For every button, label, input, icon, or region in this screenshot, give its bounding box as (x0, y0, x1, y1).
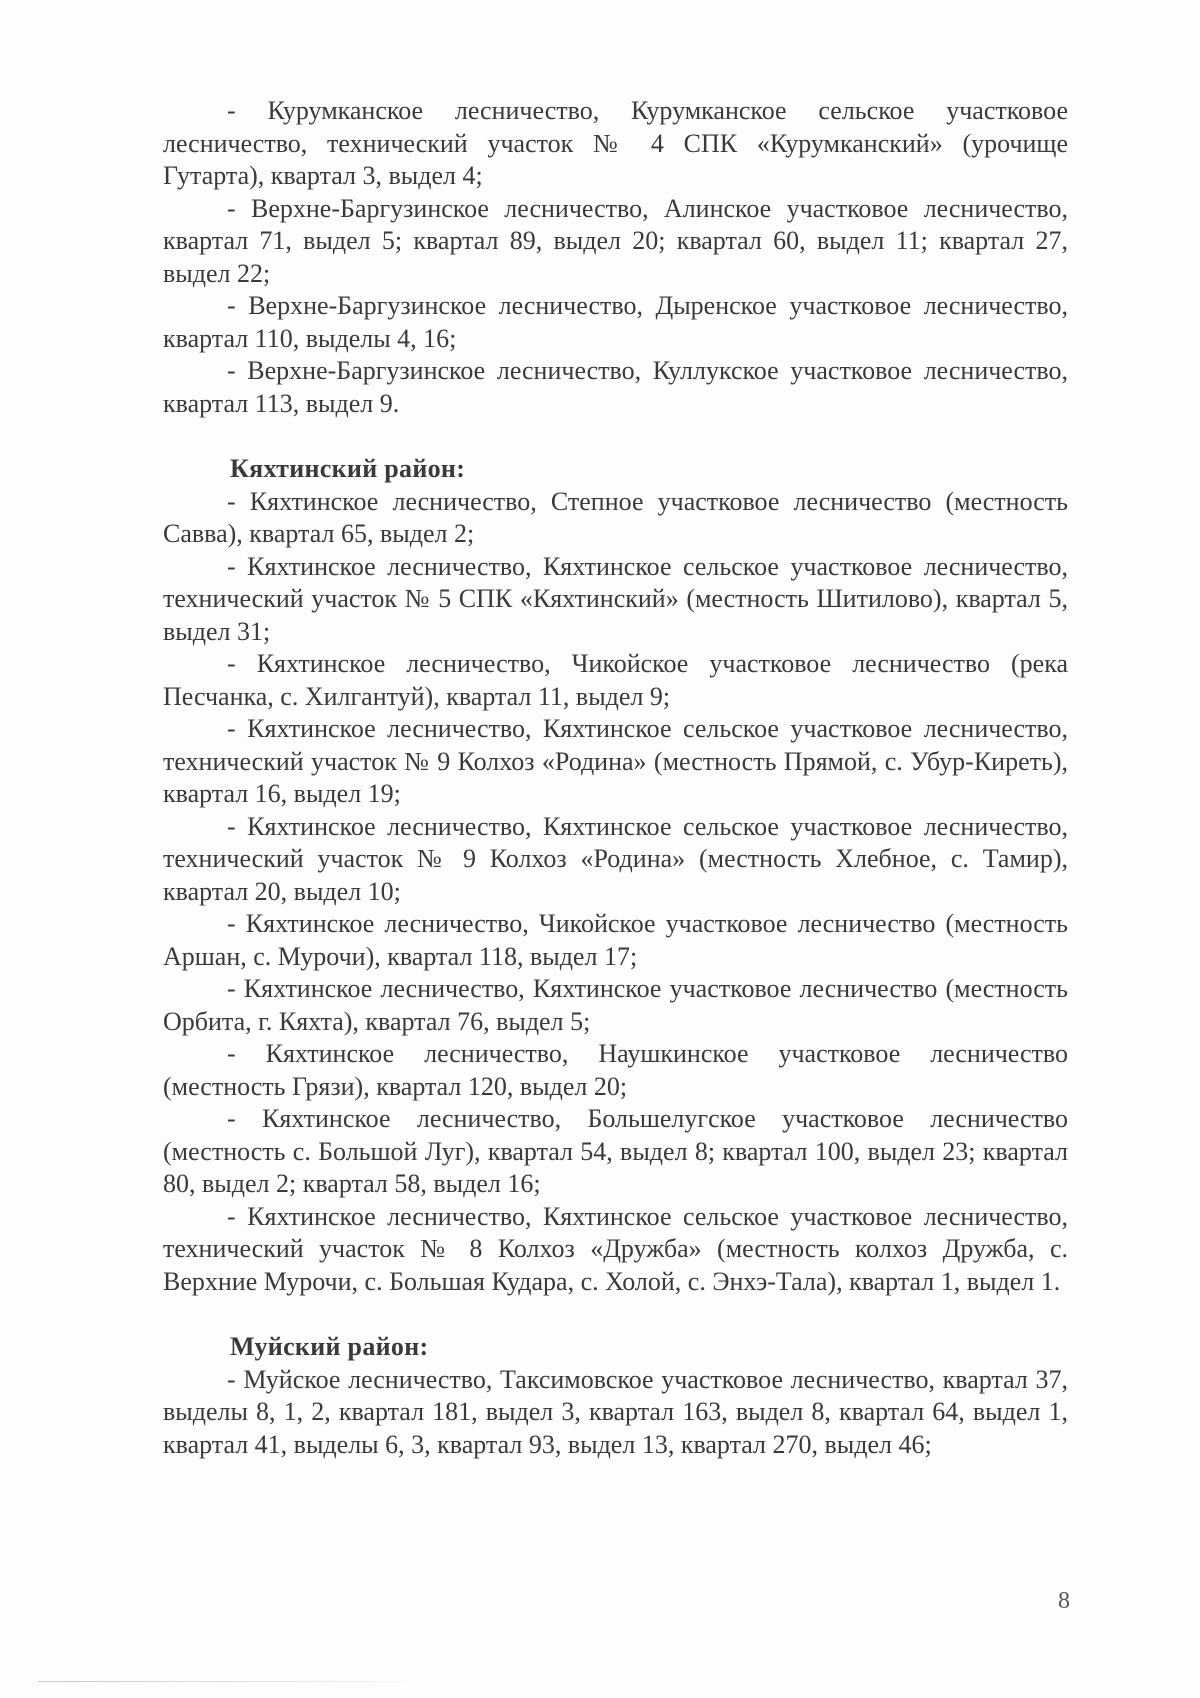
document-body (163, 95, 1068, 1461)
forestry-list-item: - Курумканское лесничество, Курумканское сельское участковое лесничество, технический участок № 4 СПК «Курумканский» (урочище Гутарта), квартал 3, выдел 4; (163, 96, 1068, 190)
section-spacer (163, 1298, 1068, 1331)
forestry-list-item: - Кяхтинское лесничество, Кяхтинское сельское участковое лесничество, технический участок № 8 Колхоз «Дружба» (местность колхоз Дружба, с. Верхние Мурочи, с. Большая Кудара, с. Холой, с. Энхэ-Тала), квартал 1, выдел 1. (163, 1201, 1068, 1296)
district-heading: Кяхтинский район: (230, 454, 466, 483)
forestry-list-item: - Кяхтинское лесничество, Кяхтинское участковое лесничество (местность Орбита, г. Кяхта), квартал 76, выдел 5; (163, 974, 1068, 1036)
forestry-list-item: - Кяхтинское лесничество, Чикойское участковое лесничество (река Песчанка, с. Хилгантуй), квартал 11, выдел 9; (163, 649, 1068, 711)
forestry-list-item: - Кяхтинское лесничество, Степное участковое лесничество (местность Савва), квартал 65, выдел 2; (163, 486, 1068, 548)
forestry-list-item: - Кяхтинское лесничество, Кяхтинское сельское участковое лесничество, технический участок № 9 Колхоз «Родина» (местность Прямой, с. Убур-Киреть), квартал 16, выдел 19; (163, 714, 1068, 808)
forestry-list-item: - Верхне-Баргузинское лесничество, Куллукское участковое лесничество, квартал 113, выдел 9. (163, 356, 1068, 418)
forestry-list-item: - Верхне-Баргузинское лесничество, Алинское участковое лесничество, квартал 71, выдел 5; квартал 89, выдел 20; квартал 60, выдел 11; квартал 27, выдел 22; (163, 193, 1068, 288)
section-spacer (163, 420, 1068, 453)
forestry-list-item: - Кяхтинское лесничество, Чикойское участковое лесничество (местность Аршан, с. Мурочи), квартал 118, выдел 17; (163, 909, 1068, 971)
forestry-list-item: - Кяхтинское лесничество, Большелугское участковое лесничество (местность с. Большой Луг), квартал 54, выдел 8; квартал 100, выдел 23; квартал 80, выдел 2; квартал 58, выдел 16; (163, 1104, 1068, 1198)
district-heading: Муйский район: (230, 1332, 429, 1361)
page-number: 8 (1058, 1588, 1070, 1614)
scan-artifact-line (38, 1681, 403, 1682)
forestry-list-item: - Кяхтинское лесничество, Наушкинское участковое лесничество (местность Грязи), квартал 120, выдел 20; (163, 1039, 1068, 1101)
forestry-list-item: - Верхне-Баргузинское лесничество, Дыренское участковое лесничество, квартал 110, выделы 4, 16; (163, 291, 1068, 353)
forestry-list-item: - Кяхтинское лесничество, Кяхтинское сельское участковое лесничество, технический участок № 9 Колхоз «Родина» (местность Хлебное, с. Тамир), квартал 20, выдел 10; (163, 811, 1068, 906)
forestry-list-item: - Муйское лесничество, Таксимовское участковое лесничество, квартал 37, выделы 8, 1, 2, квартал 181, выдел 3, квартал 163, выдел 8, квартал 64, выдел 1, квартал 41, выделы 6, 3, квартал 93, выдел 13, квартал 270, выдел 46; (163, 1364, 1068, 1459)
forestry-list-item: - Кяхтинское лесничество, Кяхтинское сельское участковое лесничество, технический участок № 5 СПК «Кяхтинский» (местность Шитилово), квартал 5, выдел 31; (163, 551, 1068, 646)
